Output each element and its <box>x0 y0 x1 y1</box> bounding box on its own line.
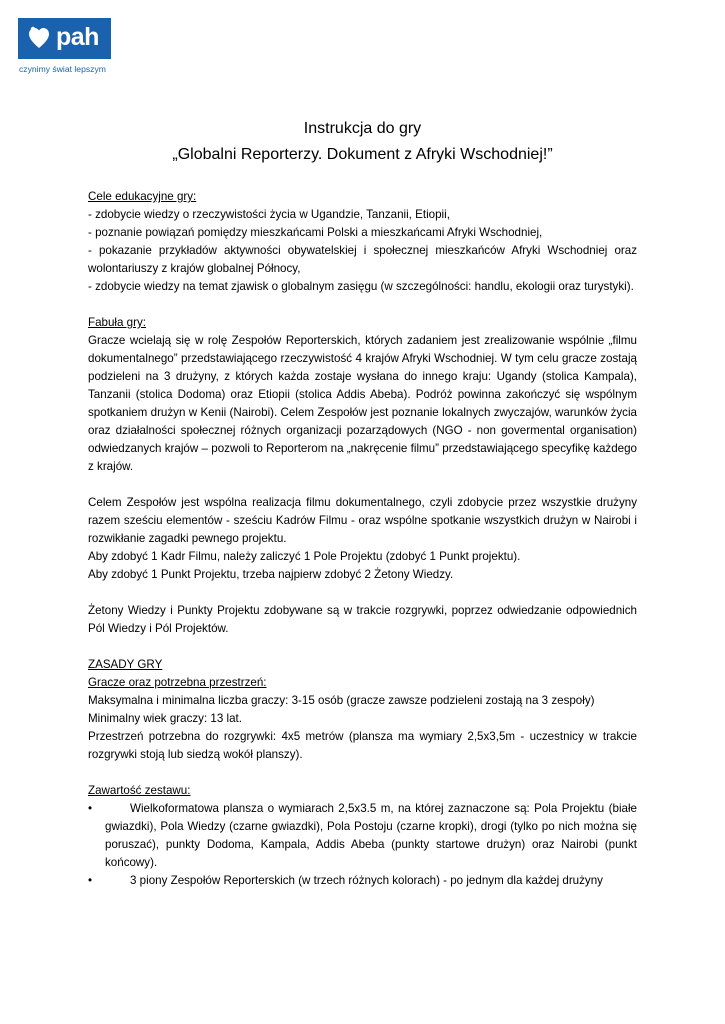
logo-text: pah <box>56 23 99 51</box>
goal-item: - zdobycie wiedzy na temat zjawisk o globalnym zasięgu (w szczególności: handlu, ekologii oraz turystyki). <box>88 280 634 293</box>
goal-item: - pokazanie przykładów aktywności obywatelskiej i społecznej mieszkańców Afryki Wschodniej oraz wolontariuszy z krajów globalnej Północy, <box>88 244 637 275</box>
list-item <box>88 872 637 890</box>
rules-line: Maksymalna i minimalna liczba graczy: 3-15 osób (gracze zawsze podzieleni zostają na 3 zespoły) <box>88 694 595 707</box>
document-body <box>88 188 637 890</box>
goal-item: - poznanie powiązań pomiędzy mieszkańcami Polski a mieszkańcami Afryki Wschodniej, <box>88 226 543 239</box>
pah-logo <box>18 18 111 59</box>
goals-heading: Cele edukacyjne gry: <box>88 190 197 203</box>
plot-paragraph: Celem Zespołów jest wspólna realizacja filmu dokumentalnego, czyli zdobycie przez wszystkie drużyny razem sześciu elementów - sześciu Kadrów Filmu - oraz wspólne spotkanie wszystkich drużyn w Nairobi i rozwikłanie zagadki pewnego projektu. <box>88 496 637 545</box>
plot-heading: Fabuła gry: <box>88 316 146 329</box>
plot-paragraph: Gracze wcielają się w rolę Zespołów Reporterskich, których zadaniem jest zrealizowanie wspólnie „filmu dokumentalnego” przedstawiającego rzeczywistość 4 krajów Afryki Wschodniej. W tym celu gracze zostają podzieleni na 3 drużyny, z których każda zostaje wysłana do innego kraju: Ugandy (stolica Kampala), Tanzanii (stolica Dodoma) oraz Etiopii (stolica Addis Abeba). Podróż powinna zakończyć się wspólnym spotkaniem drużyn w Kenii (Nairobi). Celem Zespołów jest poznanie lokalnych zwyczajów, warunków życia oraz działalności społecznej różnych organizacji pozarządowych (NGO - non govermental organisation) odwiedzanych krajów – pozwoli to Reporterom na „nakręcenie filmu” przedstawiającego specyfikę każdego z krajów. <box>88 334 637 473</box>
title-line-1: Instrukcja do gry <box>303 120 422 137</box>
rules-heading: ZASADY GRY <box>88 658 163 671</box>
plot-paragraph: Aby zdobyć 1 Punkt Projektu, trzeba najpierw zdobyć 2 Żetony Wiedzy. <box>88 568 454 581</box>
goal-item: - zdobycie wiedzy o rzeczywistości życia w Ugandzie, Tanzanii, Etiopii, <box>88 208 450 221</box>
bullet-icon: • <box>88 802 93 815</box>
title-line-2: „Globalni Reporterzy. Dokument z Afryki Wschodniej!” <box>172 146 553 163</box>
plot-paragraph: Aby zdobyć 1 Kadr Filmu, należy zaliczyć 1 Pole Projektu (zdobyć 1 Punkt projektu). <box>88 550 521 563</box>
document-title <box>0 118 725 166</box>
list-item <box>88 800 637 872</box>
heart-logo-icon <box>28 26 50 50</box>
bullet-icon: • <box>88 874 93 887</box>
contents-item: Wielkoformatowa plansza o wymiarach 2,5x3.5 m, na której zaznaczone są: Pola Projektu (białe gwiazdki), Pola Wiedzy (czarne gwiazdki), Pola Postoju (czarne kropki), drogi (tylko po nich można się poruszać), punkty Dodoma, Kampala, Addis Abeba (punkty startowe drużyn) oraz Nairobi (punkt końcowy). <box>105 802 637 869</box>
contents-item: 3 piony Zespołów Reporterskich (w trzech różnych kolorach) - po jednym dla każdej drużyny <box>130 874 603 887</box>
rules-line: Przestrzeń potrzebna do rozgrywki: 4x5 metrów (plansza ma wymiary 2,5x3,5m - uczestnicy w trakcie rozgrywki stoją lub siedzą wokół planszy). <box>88 730 637 761</box>
rules-line: Minimalny wiek graczy: 13 lat. <box>88 712 242 725</box>
logo-tagline: czynimy świat lepszym <box>19 64 106 74</box>
plot-paragraph: Żetony Wiedzy i Punkty Projektu zdobywane są w trakcie rozgrywki, poprzez odwiedzanie odpowiednich Pól Wiedzy i Pól Projektów. <box>88 604 637 635</box>
contents-heading: Zawartość zestawu: <box>88 784 191 797</box>
rules-subheading: Gracze oraz potrzebna przestrzeń: <box>88 676 267 689</box>
